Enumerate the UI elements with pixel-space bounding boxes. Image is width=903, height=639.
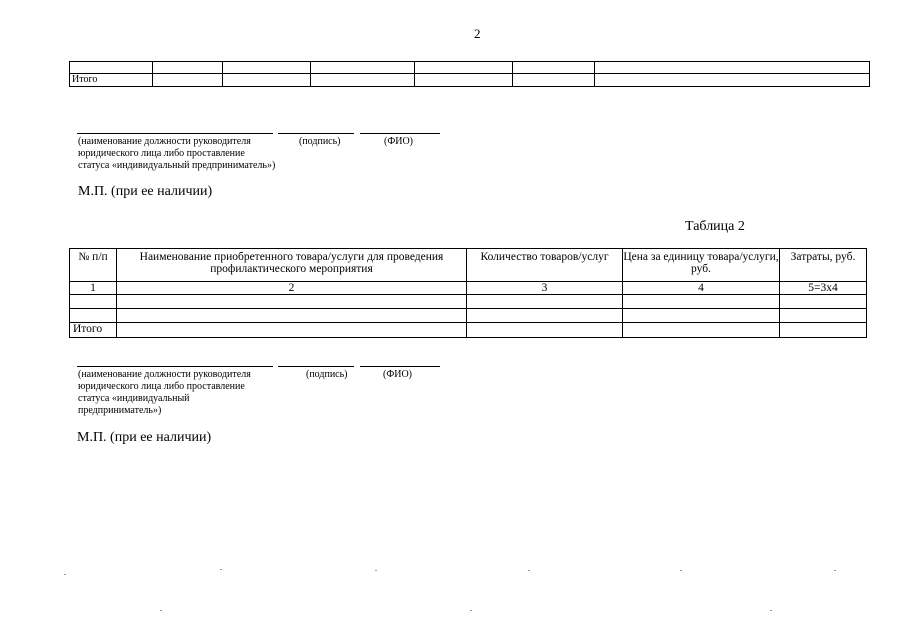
table-cell	[153, 74, 223, 87]
signature-position-caption-3: статуса «индивидуальный	[78, 393, 190, 404]
table-cell	[223, 74, 311, 87]
table-cell	[117, 295, 467, 309]
table-cell	[780, 323, 867, 338]
name-caption: (ФИО)	[383, 369, 413, 380]
signature-line-name	[360, 133, 440, 134]
signature-position-caption-4: предприниматель»)	[78, 405, 162, 416]
table-cell	[70, 309, 117, 323]
table-cell	[70, 295, 117, 309]
table-cell	[117, 309, 467, 323]
table-cell	[623, 295, 780, 309]
column-header-costs: Затраты, руб.	[780, 249, 867, 282]
signature-line-sign	[278, 366, 354, 367]
column-header-price: Цена за единицу товара/услуги, руб.	[623, 249, 780, 282]
signature-line-position	[77, 366, 273, 367]
table-cell	[415, 74, 513, 87]
table-numbering-row	[70, 282, 867, 295]
table-row	[70, 295, 867, 309]
signature-caption: (подпись)	[299, 136, 341, 147]
scan-speck	[160, 610, 162, 611]
table-2-caption: Таблица 2	[685, 219, 745, 234]
scan-speck	[528, 570, 530, 571]
name-caption: (ФИО)	[384, 136, 414, 147]
column-header-name: Наименование приобретенного товара/услуги для проведения профилактического мероприятия	[117, 249, 467, 282]
table-row	[70, 309, 867, 323]
table-cell	[467, 309, 623, 323]
column-number: 3	[467, 282, 623, 295]
column-header-number: № п/п	[70, 249, 117, 282]
table-cell	[70, 62, 153, 74]
table-cell	[595, 74, 870, 87]
column-header-quantity: Количество товаров/услуг	[467, 249, 623, 282]
table-row-total	[70, 323, 867, 338]
scan-speck	[375, 570, 377, 571]
scan-speck	[770, 610, 772, 611]
table-2	[69, 248, 867, 338]
scan-speck	[680, 570, 682, 571]
table-cell	[513, 74, 595, 87]
table-cell	[117, 323, 467, 338]
table-header-row	[70, 249, 867, 282]
signature-caption: (подпись)	[306, 369, 348, 380]
scan-speck	[834, 570, 836, 571]
table-cell	[311, 62, 415, 74]
table-1	[69, 61, 870, 87]
column-number: 1	[70, 282, 117, 295]
signature-position-caption: (наименование должности руководителя	[78, 369, 251, 380]
signature-line-name	[360, 366, 440, 367]
signature-line-position	[77, 133, 273, 134]
column-number: 5=3x4	[780, 282, 867, 295]
table-cell	[595, 62, 870, 74]
total-label: Итого	[70, 74, 153, 87]
stamp-note: М.П. (при ее наличии)	[77, 430, 212, 445]
table-cell	[513, 62, 595, 74]
table-cell	[311, 74, 415, 87]
signature-line-sign	[278, 133, 354, 134]
table-cell	[467, 323, 623, 338]
signature-position-caption-2: юридического лица либо проставление	[78, 148, 245, 159]
total-label: Итого	[70, 323, 117, 338]
signature-position-caption: (наименование должности руководителя	[78, 136, 251, 147]
scan-speck	[470, 610, 472, 611]
page-number: 2	[474, 26, 481, 41]
table-cell	[623, 323, 780, 338]
stamp-note: М.П. (при ее наличии)	[78, 184, 213, 199]
table-cell	[780, 309, 867, 323]
table-cell	[415, 62, 513, 74]
table-cell	[780, 295, 867, 309]
table-row-total	[70, 74, 870, 87]
column-number: 2	[117, 282, 467, 295]
signature-position-caption-2: юридического лица либо проставление	[78, 381, 245, 392]
scan-speck	[220, 569, 222, 570]
table-row	[70, 62, 870, 74]
table-cell	[153, 62, 223, 74]
table-cell	[623, 309, 780, 323]
table-cell	[223, 62, 311, 74]
signature-position-caption-3: статуса «индивидуальный предприниматель»)	[78, 160, 276, 171]
table-cell	[467, 295, 623, 309]
scan-speck	[64, 574, 66, 575]
column-number: 4	[623, 282, 780, 295]
